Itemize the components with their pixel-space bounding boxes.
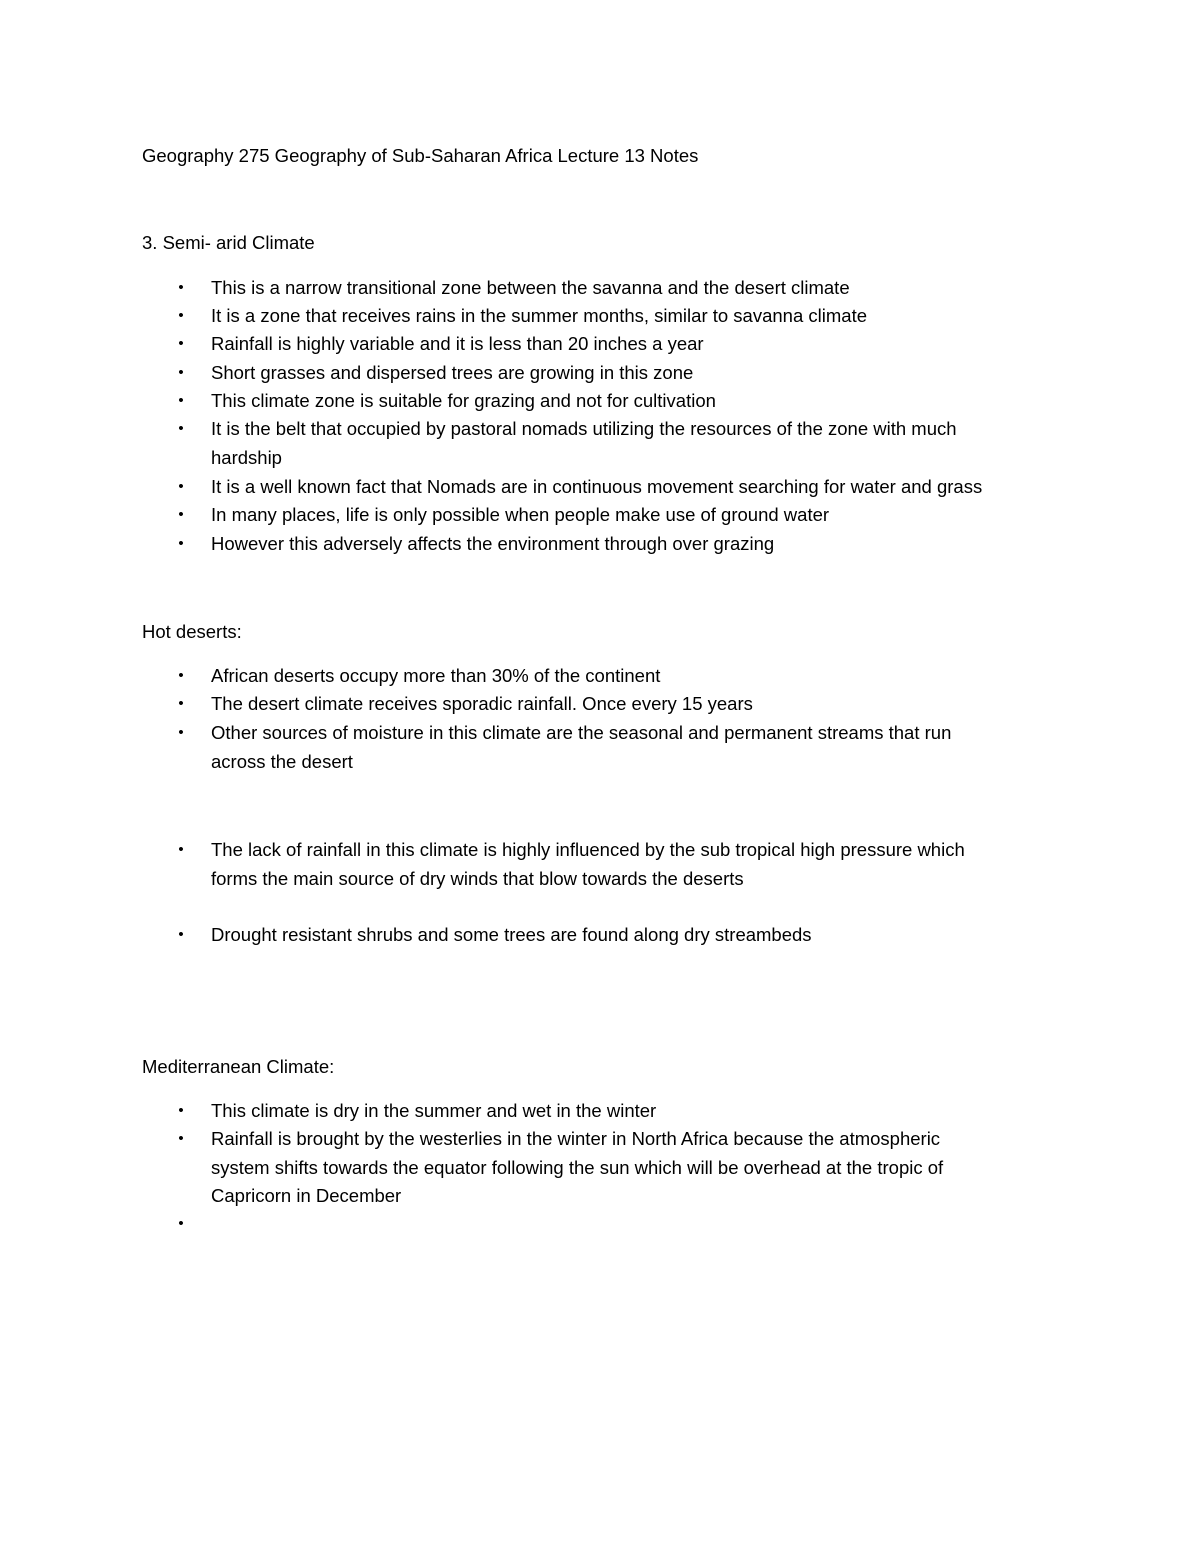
- list-item: Rainfall is highly variable and it is less than 20 inches a year: [211, 333, 704, 354]
- bullet-icon: •: [178, 307, 184, 324]
- section-heading-hot-deserts: Hot deserts:: [142, 621, 242, 642]
- section-heading-semi-arid: 3. Semi- arid Climate: [142, 232, 315, 253]
- bullet-icon: •: [178, 279, 184, 296]
- document-title: Geography 275 Geography of Sub-Saharan Africa Lecture 13 Notes: [142, 145, 699, 166]
- bullet-icon: •: [178, 1130, 184, 1147]
- list-item: African deserts occupy more than 30% of the continent: [211, 665, 661, 686]
- list-item: It is a well known fact that Nomads are in continuous movement searching for water and grass: [211, 476, 983, 497]
- list-item: Other sources of moisture in this climate are the seasonal and permanent streams that run across the desert: [211, 722, 952, 772]
- list-item: It is a zone that receives rains in the summer months, similar to savanna climate: [211, 305, 867, 326]
- bullet-icon: •: [178, 478, 184, 495]
- bullet-icon: •: [178, 1215, 184, 1232]
- bullet-icon: •: [178, 841, 184, 858]
- bullet-icon: •: [178, 420, 184, 437]
- bullet-icon: •: [178, 667, 184, 684]
- bullet-icon: •: [178, 535, 184, 552]
- bullet-icon: •: [178, 1102, 184, 1119]
- bullet-icon: •: [178, 506, 184, 523]
- list-item: The desert climate receives sporadic rainfall. Once every 15 years: [211, 693, 753, 714]
- list-item: The lack of rainfall in this climate is highly influenced by the sub tropical high pressure which forms the main source of dry winds that blow towards the deserts: [211, 839, 965, 889]
- list-item: However this adversely affects the environment through over grazing: [211, 533, 775, 554]
- list-item: Short grasses and dispersed trees are growing in this zone: [211, 362, 694, 383]
- bullet-icon: •: [178, 364, 184, 381]
- bullet-icon: •: [178, 724, 184, 741]
- bullet-icon: •: [178, 392, 184, 409]
- list-item: In many places, life is only possible when people make use of ground water: [211, 504, 830, 525]
- section-heading-mediterranean: Mediterranean Climate:: [142, 1056, 335, 1077]
- list-item: Drought resistant shrubs and some trees are found along dry streambeds: [211, 924, 812, 945]
- bullet-icon: •: [178, 926, 184, 943]
- list-item: It is the belt that occupied by pastoral nomads utilizing the resources of the zone with much hardship: [211, 418, 957, 468]
- list-item: This climate zone is suitable for grazing and not for cultivation: [211, 390, 716, 411]
- list-item: Rainfall is brought by the westerlies in the winter in North Africa because the atmospheric system shifts towards the equator following the sun which will be overhead at the tropic of Capricorn in December: [211, 1128, 944, 1206]
- list-item: This is a narrow transitional zone between the savanna and the desert climate: [211, 277, 850, 298]
- list-item: This climate is dry in the summer and wet in the winter: [211, 1100, 657, 1121]
- bullet-icon: •: [178, 695, 184, 712]
- bullet-icon: •: [178, 335, 184, 352]
